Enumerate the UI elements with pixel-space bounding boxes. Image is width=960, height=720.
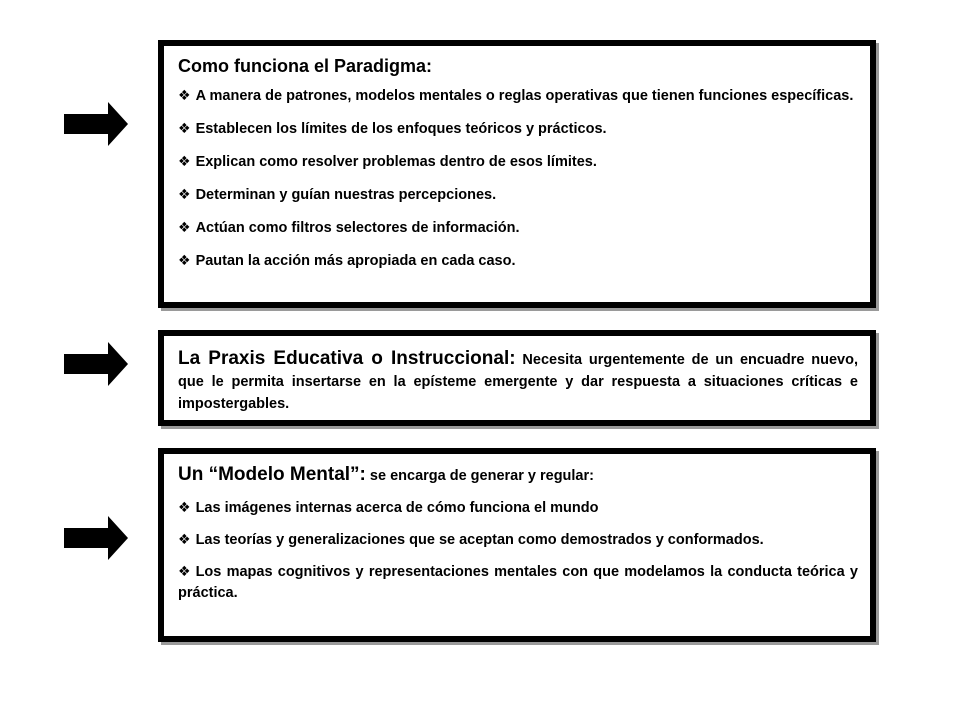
list-item: ❖ Pautan la acción más apropiada en cada caso. bbox=[178, 252, 516, 269]
list-item: ❖ Establecen los límites de los enfoques teóricos y prácticos. bbox=[178, 120, 607, 137]
diamond-bullet-icon: ❖ bbox=[178, 252, 191, 268]
paradigm-heading: Como funciona el Paradigma: bbox=[178, 56, 433, 76]
praxis-box bbox=[158, 330, 876, 426]
praxis-paragraph bbox=[178, 348, 858, 415]
arrow-2-icon bbox=[64, 342, 128, 386]
list-item: ❖ Determinan y guían nuestras percepciones. bbox=[178, 186, 497, 203]
list-item: ❖ Explican como resolver problemas dentro de esos límites. bbox=[178, 153, 597, 170]
diamond-bullet-icon: ❖ bbox=[178, 153, 191, 169]
arrow-3-icon bbox=[64, 516, 128, 560]
praxis-text: Necesita urgentemente de un encuadre nuevo, que le permita insertarse en la epísteme emergente y dar respuesta a situaciones críticas e impostergables. bbox=[178, 352, 858, 412]
list-item: ❖ Los mapas cognitivos y representaciones mentales con que modelamos la conducta teórica y práctica. bbox=[178, 563, 858, 601]
diamond-bullet-icon: ❖ bbox=[178, 120, 191, 136]
arrow-1-icon bbox=[64, 102, 128, 146]
mental-model-text: se encarga de generar y regular: bbox=[369, 468, 594, 484]
diamond-bullet-icon: ❖ bbox=[178, 219, 191, 235]
list-item: ❖ A manera de patrones, modelos mentales o reglas operativas que tienen funciones específicas. bbox=[178, 87, 854, 104]
list-item: ❖ Actúan como filtros selectores de información. bbox=[178, 219, 520, 236]
paradigm-box bbox=[158, 40, 876, 308]
diamond-bullet-icon: ❖ bbox=[178, 499, 191, 515]
list-item: ❖ Las teorías y generalizaciones que se aceptan como demostrados y conformados. bbox=[178, 531, 764, 548]
paradigm-bullet-list bbox=[178, 85, 858, 272]
mental-model-intro bbox=[178, 464, 858, 487]
praxis-lead: La Praxis Educativa o Instruccional: bbox=[178, 348, 516, 369]
diamond-bullet-icon: ❖ bbox=[178, 531, 191, 547]
mental-model-box bbox=[158, 448, 876, 642]
diamond-bullet-icon: ❖ bbox=[178, 87, 191, 103]
list-item: ❖ Las imágenes internas acerca de cómo funciona el mundo bbox=[178, 499, 599, 516]
diamond-bullet-icon: ❖ bbox=[178, 186, 191, 202]
diamond-bullet-icon: ❖ bbox=[178, 563, 191, 579]
mental-model-lead: Un “Modelo Mental”: bbox=[178, 464, 366, 485]
mental-model-bullet-list bbox=[178, 497, 858, 604]
